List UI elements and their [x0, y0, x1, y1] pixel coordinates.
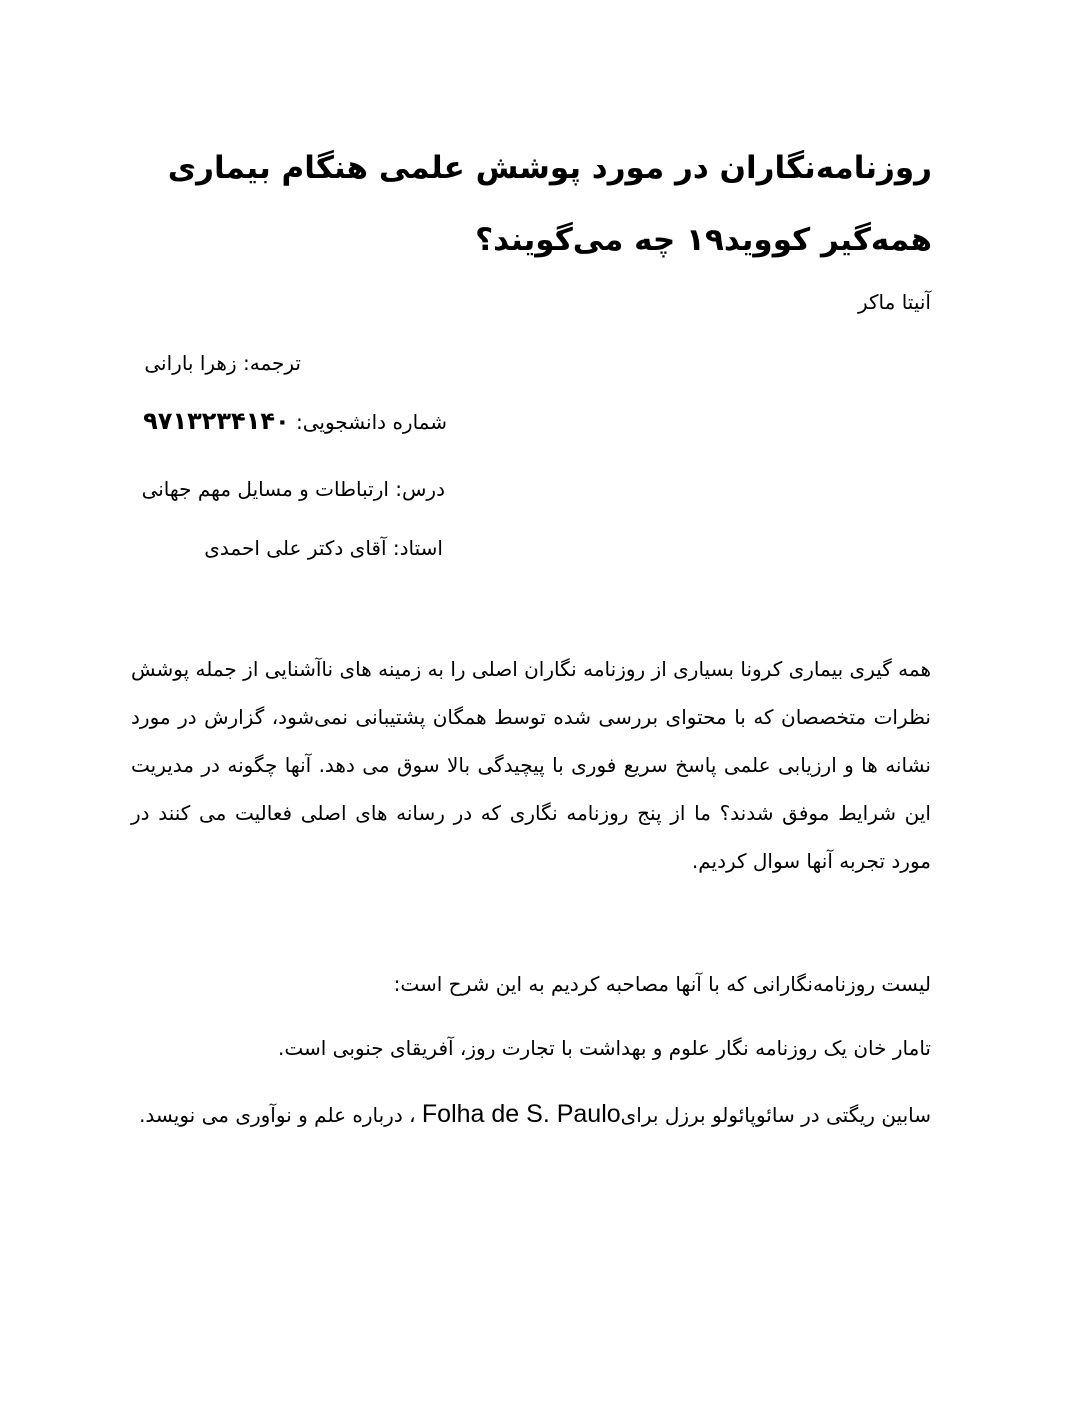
journalist-item-text: ، درباره علم و نوآوری می نویسد.	[139, 1103, 416, 1127]
translator-line: ترجمه: زهرا بارانی	[144, 351, 301, 375]
student-number-line	[143, 406, 447, 437]
teacher-line: استاد: آقای دکتر علی احمدی	[204, 536, 443, 560]
document-title: روزنامه‌نگاران در مورد پوشش علمی هنگام بیماری همه‌گیر کووید۱۹ چه می‌گویند؟	[167, 150, 932, 258]
journalist-list-intro: لیست روزنامه‌نگارانی که با آنها مصاحبه کردیم به این شرح است:	[393, 972, 931, 996]
student-number-label: شماره دانشجویی:	[296, 410, 447, 434]
intro-paragraph: همه گیری بیماری کرونا بسیاری از روزنامه نگاران اصلی را به زمینه های ناآشنایی از جمله پوشش نظرات متخصصان که با محتوای بررسی شده توسط همگان پشتیبانی نمی‌شود، گزارش در مورد نشانه ها و ارزیابی علمی پاسخ سریع فوری با پیچیدگی بالا سوق می دهد. آنها چگونه در مدیریت این شرایط موفق شدند؟ ما از پنج روزنامه نگاری که در رسانه های اصلی فعالیت می کنند در مورد تجربه آنها سوال کردیم.	[131, 657, 931, 873]
publication-name: Folha de S. Paulo	[421, 1100, 621, 1128]
journalist-item: تامار خان یک روزنامه نگار علوم و بهداشت با تجارت روز، آفریقای جنوبی است.	[278, 1036, 931, 1060]
student-number: ۹۷۱۳۲۳۴۱۴۰	[143, 407, 290, 435]
journalist-item-text: سابین ریگتی در سائوپائولو برزل برای	[620, 1103, 931, 1127]
course-line: درس: ارتباطات و مسایل مهم جهانی	[141, 477, 445, 501]
author-name: آنیتا ماکر	[857, 290, 931, 314]
journalist-item	[131, 1090, 931, 1139]
